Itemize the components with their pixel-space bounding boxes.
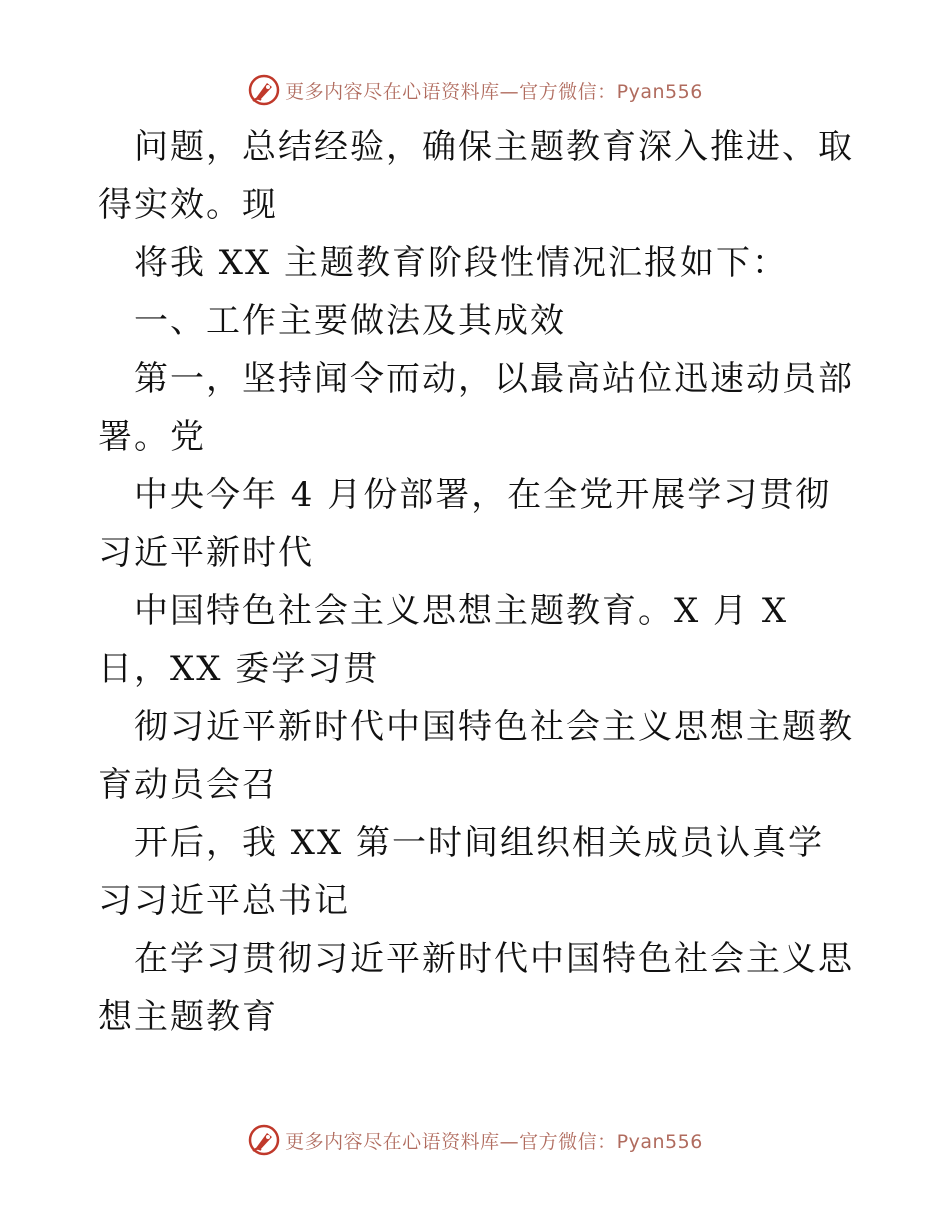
paragraph: 在学习贯彻习近平新时代中国特色社会主义思想主题教育 (98, 939, 854, 1037)
paragraph: 问题，总结经验，确保主题教育深入推进、取得实效。现 (98, 127, 854, 225)
paragraph: 中央今年 4 月份部署，在全党开展学习贯彻习近平新时代 (98, 475, 832, 573)
section-heading: 一、工作主要做法及其成效 (134, 301, 566, 341)
footer-banner (0, 1120, 950, 1160)
footer-banner-text: 更多内容尽在心语资料库—官方微信：Pyan556 (285, 1130, 703, 1153)
paragraph: 彻习近平新时代中国特色社会主义思想主题教育动员会召 (98, 707, 854, 805)
pen-nib-logo-icon (247, 73, 281, 107)
header-banner-text: 更多内容尽在心语资料库—官方微信：Pyan556 (285, 80, 703, 103)
header-banner (0, 70, 950, 110)
paragraph: 第一，坚持闻令而动，以最高站位迅速动员部署。党 (98, 359, 854, 457)
paragraph: 中国特色社会主义思想主题教育。X 月 X 日，XX 委学习贯 (98, 591, 801, 689)
document-body (98, 118, 858, 1046)
pen-nib-logo-icon (247, 1123, 281, 1157)
paragraph: 将我 XX 主题教育阶段性情况汇报如下： (134, 243, 789, 283)
paragraph: 开后，我 XX 第一时间组织相关成员认真学习习近平总书记 (98, 823, 825, 921)
